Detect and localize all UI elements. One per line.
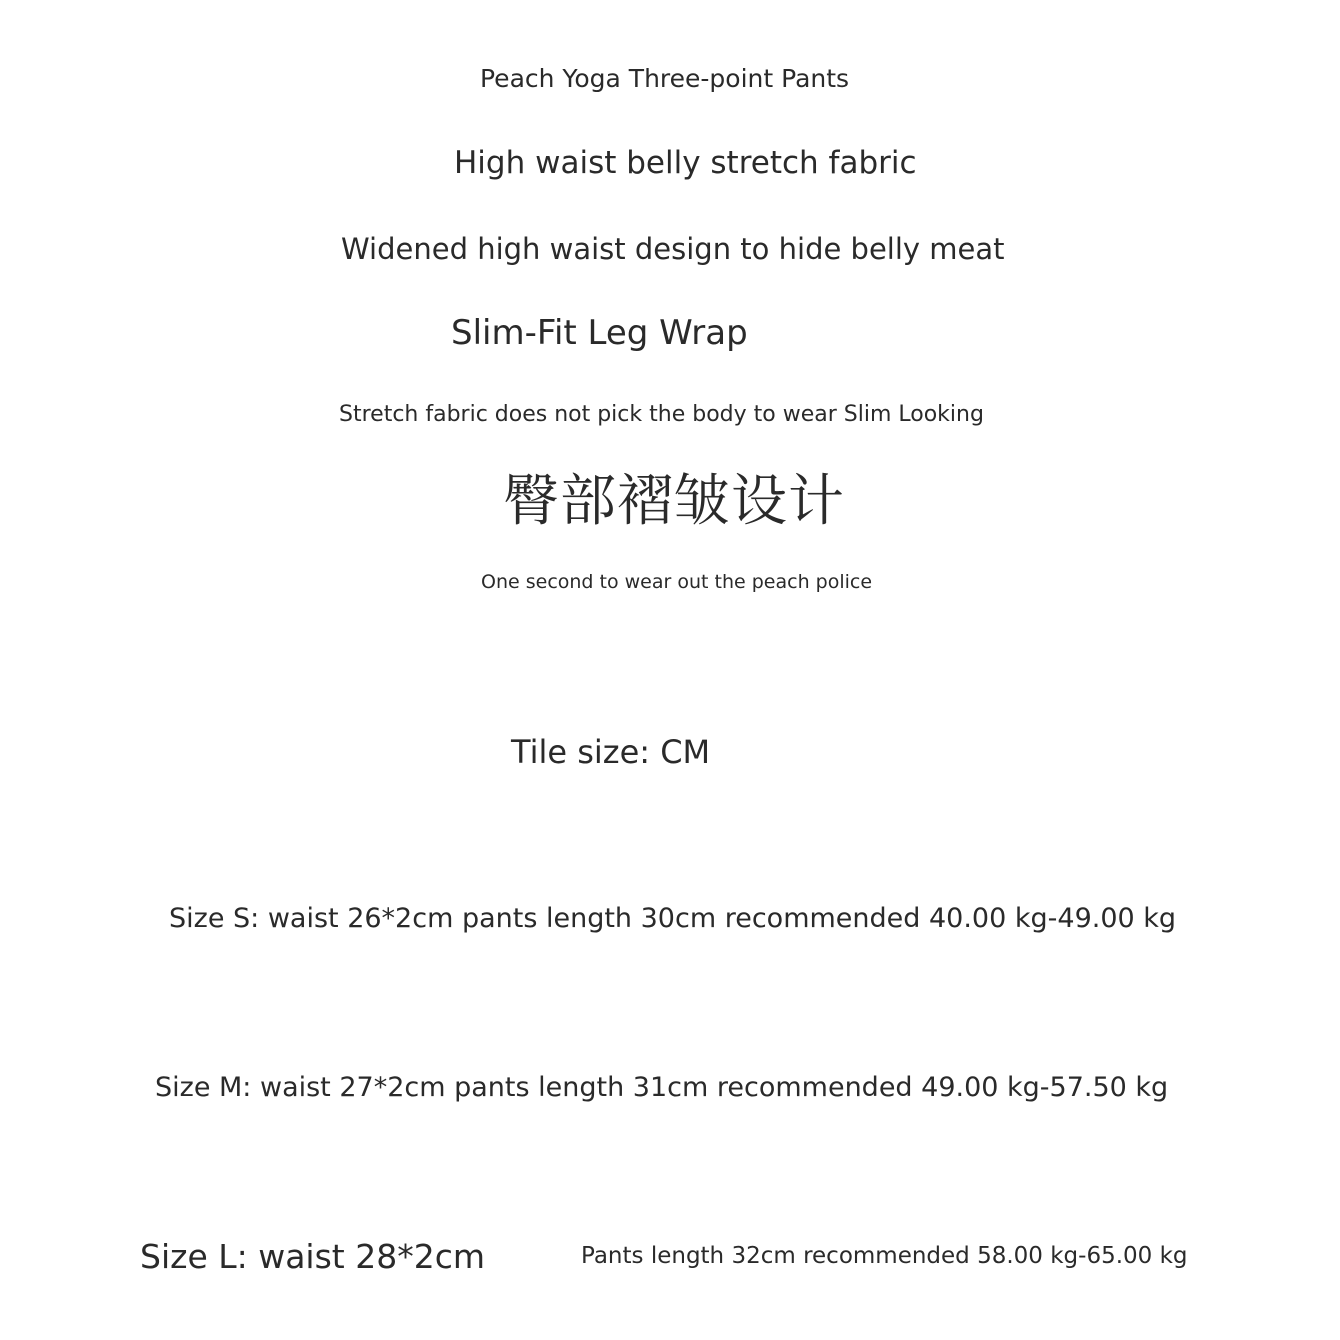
feature-heading-high-waist: High waist belly stretch fabric xyxy=(454,145,917,181)
size-unit-label: Tile size: CM xyxy=(511,733,711,771)
feature-desc-leg-wrap: Stretch fabric does not pick the body to wear Slim Looking xyxy=(339,402,984,427)
product-title: Peach Yoga Three-point Pants xyxy=(480,64,850,93)
feature-desc-high-waist: Widened high waist design to hide belly meat xyxy=(341,232,1005,266)
feature-heading-leg-wrap: Slim-Fit Leg Wrap xyxy=(451,313,748,353)
feature-heading-hip-pleat: 臀部褶皱设计 xyxy=(503,469,845,534)
size-m-row: Size M: waist 27*2cm pants length 31cm recommended 49.00 kg-57.50 kg xyxy=(155,1072,1169,1103)
feature-desc-hip-pleat: One second to wear out the peach police xyxy=(481,571,873,593)
size-l-waist: Size L: waist 28*2cm xyxy=(140,1237,486,1276)
size-s-row: Size S: waist 26*2cm pants length 30cm recommended 40.00 kg-49.00 kg xyxy=(169,903,1177,934)
size-l-details: Pants length 32cm recommended 58.00 kg-65.00 kg xyxy=(581,1243,1188,1269)
